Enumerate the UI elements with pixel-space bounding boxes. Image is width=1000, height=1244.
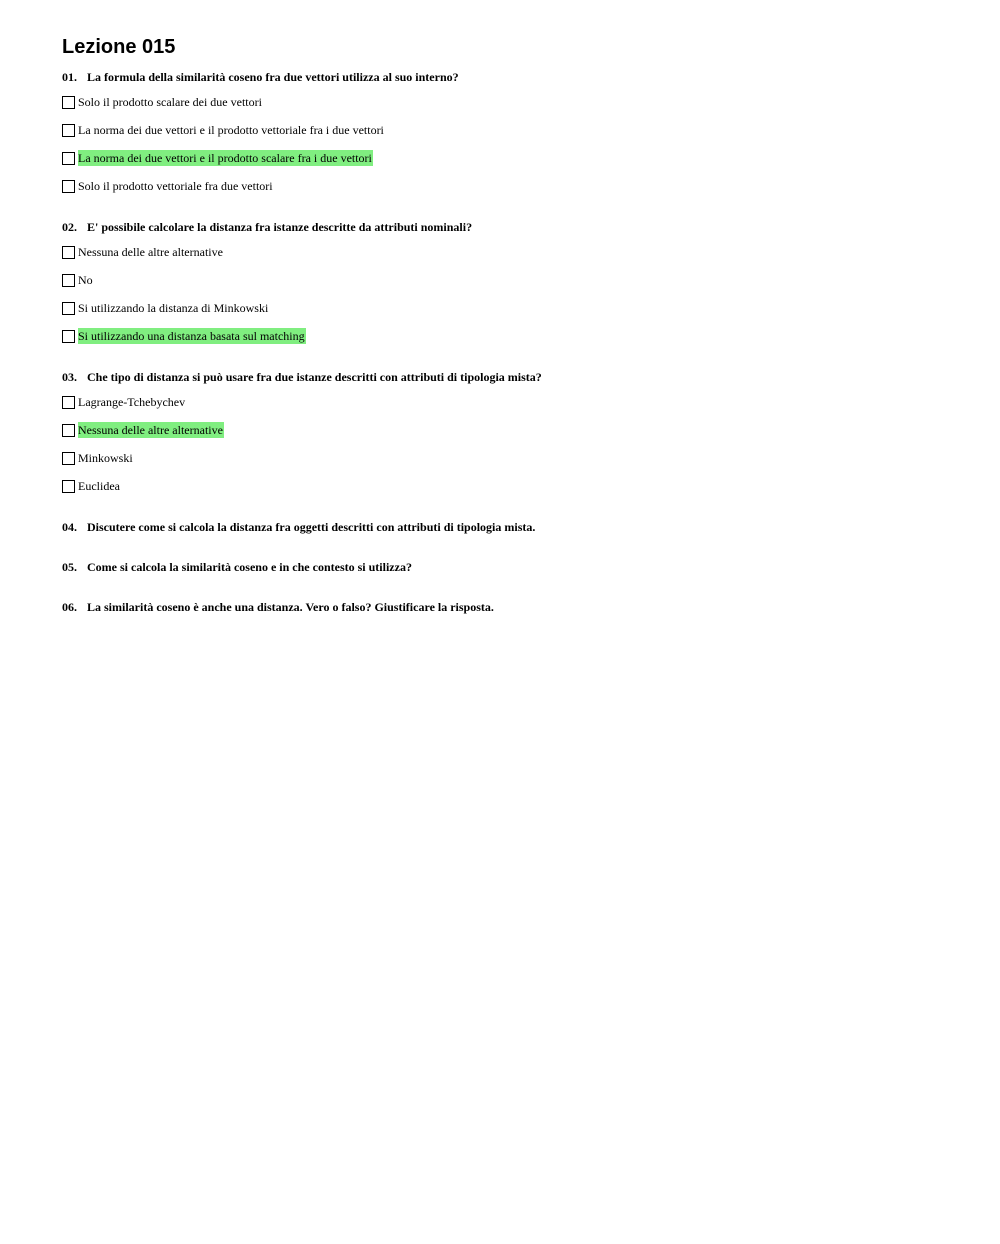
checkbox[interactable] [62,274,75,287]
question-number: 04. [62,520,77,534]
answer-option-label: Solo il prodotto scalare dei due vettori [78,95,262,109]
answer-option-label: Minkowski [78,451,133,465]
answer-option[interactable] [62,122,962,138]
checkbox[interactable] [62,152,75,165]
checkbox[interactable] [62,96,75,109]
question-label: La similarità coseno è anche una distanza. Vero o falso? Giustificare la risposta. [87,600,494,614]
question-label: La formula della similarità coseno fra due vettori utilizza al suo interno? [87,70,459,84]
question-block [62,369,962,494]
checkbox[interactable] [62,424,75,437]
question-block [62,69,962,194]
question-number: 06. [62,600,77,614]
checkbox[interactable] [62,480,75,493]
answer-option[interactable] [62,94,962,110]
question-text [62,599,962,615]
answer-option[interactable] [62,478,962,494]
question-text [62,219,962,235]
question-label: Discutere come si calcola la distanza fra oggetti descritti con attributi di tipologia mista. [87,520,536,534]
question-number: 05. [62,560,77,574]
question-block [62,219,962,344]
question-label: Come si calcola la similarità coseno e in che contesto si utilizza? [87,560,412,574]
checkbox[interactable] [62,396,75,409]
answer-option-label: La norma dei due vettori e il prodotto scalare fra i due vettori [78,151,372,165]
question-text [62,559,962,575]
answer-option-correct[interactable] [62,150,962,166]
question-number: 01. [62,70,77,84]
answer-option-label: Euclidea [78,479,120,493]
question-label: E' possibile calcolare la distanza fra istanze descritte da attributi nominali? [87,220,473,234]
answer-option-label: Nessuna delle altre alternative [78,423,223,437]
question-text [62,369,962,385]
question-text [62,519,962,535]
question-block [62,559,962,575]
question-text [62,69,962,85]
answer-option-label: La norma dei due vettori e il prodotto vettoriale fra i due vettori [78,123,384,137]
answer-option-label: Nessuna delle altre alternative [78,245,223,259]
answer-option[interactable] [62,394,962,410]
answer-options [62,244,962,344]
answer-option-correct[interactable] [62,422,962,438]
answer-options [62,94,962,194]
answer-option[interactable] [62,244,962,260]
answer-option-label: Solo il prodotto vettoriale fra due vettori [78,179,273,193]
answer-option[interactable] [62,178,962,194]
answer-option[interactable] [62,300,962,316]
answer-option-label: No [78,273,93,287]
answer-option-label: Si utilizzando una distanza basata sul matching [78,329,305,343]
checkbox[interactable] [62,330,75,343]
answer-option[interactable] [62,450,962,466]
question-block [62,519,962,535]
answer-option-correct[interactable] [62,328,962,344]
answer-option-label: Lagrange-Tchebychev [78,395,186,409]
page-title: Lezione 015 [62,36,176,58]
checkbox[interactable] [62,246,75,259]
checkbox[interactable] [62,302,75,315]
question-number: 02. [62,220,77,234]
answer-options [62,394,962,494]
checkbox[interactable] [62,180,75,193]
document-page [62,34,962,639]
answer-option-label: Si utilizzando la distanza di Minkowski [78,301,269,315]
question-number: 03. [62,370,77,384]
answer-option[interactable] [62,272,962,288]
checkbox[interactable] [62,452,75,465]
question-label: Che tipo di distanza si può usare fra due istanze descritti con attributi di tipologia mista? [87,370,542,384]
question-block [62,599,962,615]
checkbox[interactable] [62,124,75,137]
